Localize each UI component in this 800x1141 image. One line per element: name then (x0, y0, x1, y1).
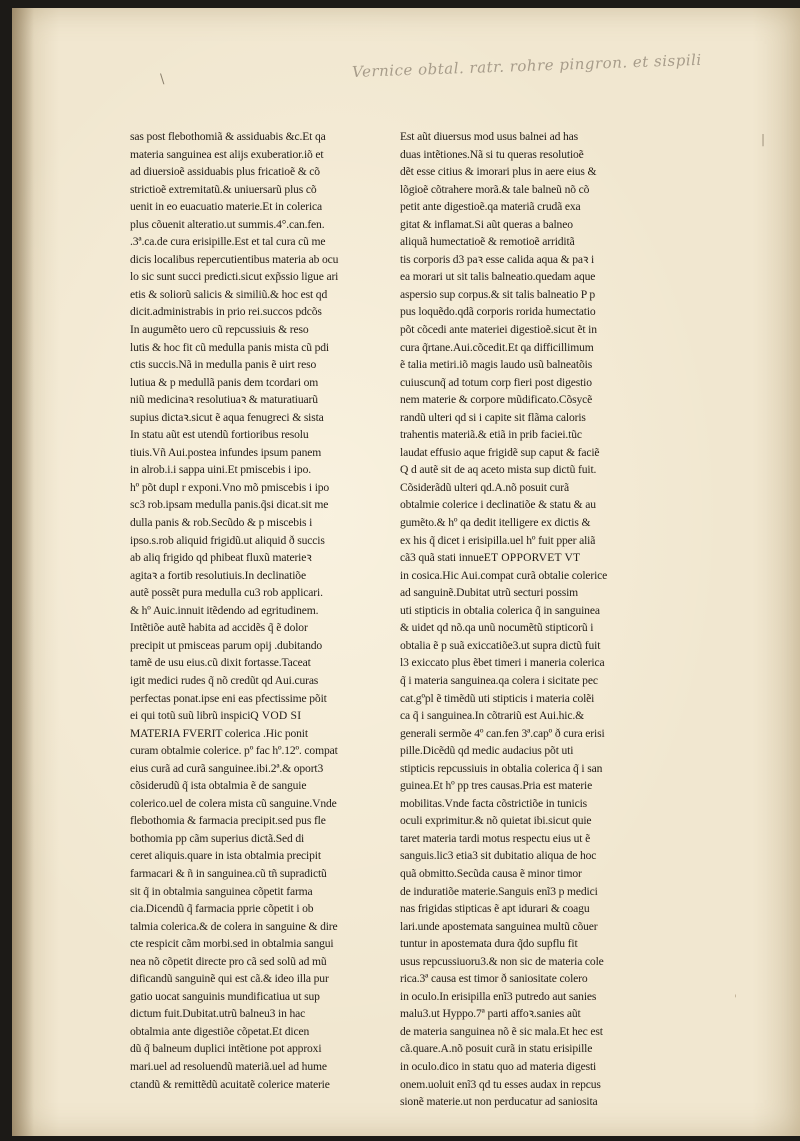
text-line-content: ad diuersioẽ assiduabis plus fricatioẽ & cõ (130, 165, 320, 179)
text-line-content: ceret aliquis.quare in ista obtalmia precipit (130, 849, 321, 863)
text-line-content: igit medici rudes q̃ nõ credũt qd Aui.curas (130, 673, 319, 687)
text-line-content: niũ medicinaꝛ resolutiuaꝛ & maturatiuarũ (130, 393, 318, 407)
text-line (130, 532, 376, 550)
text-line (130, 918, 376, 936)
text-line (400, 532, 644, 550)
text-line-content: cat.gºpl ẽ timẽdũ uti stipticis i materia colẽi (400, 691, 595, 705)
text-line (400, 707, 644, 725)
text-line-content: dẽt esse citius & imorari plus in aere eius & (400, 165, 597, 179)
text-line-content: gatio uocat sanguinis mundificatiua ut sup (130, 989, 320, 1003)
text-line (130, 146, 376, 164)
text-line-content: tiuis.Vñ Aui.postea infundes ipsum panem (130, 445, 322, 459)
text-line (130, 725, 376, 743)
text-line-content: lutis & hoc fit cũ medulla panis mista cũ pdi (130, 340, 330, 354)
text-line (130, 514, 376, 532)
text-line (130, 812, 376, 830)
text-line (130, 830, 376, 848)
text-line (130, 637, 376, 655)
text-line-content: In statu aũt est utendũ fortioribus resolu (130, 428, 309, 442)
text-line (400, 479, 644, 497)
text-line (400, 549, 644, 567)
text-line (130, 865, 376, 883)
text-line (400, 1040, 644, 1058)
text-line-content: etis & soliorũ salicis & similiũ.& hoc est qd (130, 287, 328, 301)
text-line (400, 496, 644, 514)
text-line-content: MATERIA FVERIT colerica .Hic ponit (130, 726, 308, 740)
text-line-content: obtalia ẽ p suã exiccatiõe3.ut supra dictũ fuit (400, 638, 601, 652)
text-line (130, 549, 376, 567)
text-line-content: ab aliq frigido qd phibeat fluxũ materieꝛ (130, 551, 312, 565)
text-line (400, 391, 644, 409)
text-line-content: generali sermõe 4º can.fen 3ª.capº ð cura erisi (400, 726, 605, 740)
text-line-content: precipit ut pmisceas parum opij .dubitando (130, 638, 323, 652)
text-line-content: agitaꝛ a fortib resolutiuis.In declinatiõe (130, 568, 306, 582)
text-line-content: mari.uel ad resoluendũ materiã.uel ad hume (130, 1059, 327, 1073)
text-line (130, 988, 376, 1006)
text-line-content: Cõsiderãdũ ulteri qd.A.nõ posuit curã (400, 480, 569, 494)
text-line-content: cã.quare.A.nõ posuit curã in statu erisipille (400, 1042, 593, 1056)
text-line-content: hº põt dupl r exponi.Vno mõ pmiscebis i ipo (130, 480, 330, 494)
text-line (130, 461, 376, 479)
text-line (130, 672, 376, 690)
text-line-content: obtalmie colerice i declinatiõe & statu & au (400, 498, 596, 512)
text-line (130, 321, 376, 339)
text-line (400, 146, 644, 164)
text-line-content: dicis localibus repercutientibus materia ab ocu (130, 252, 339, 266)
text-line (400, 584, 644, 602)
text-line (130, 374, 376, 392)
text-line-content: sionẽ materie.ut non perducatur ad saniosita (400, 1095, 598, 1109)
text-line-content: trahentis materiã.& etiã in prib faciei.tũc (400, 428, 582, 442)
text-line (400, 865, 644, 883)
text-line-content: l3 exiccato plus ẽbet timeri i maneria colerica (400, 656, 605, 670)
text-line (400, 426, 644, 444)
text-line-content: guinea.Et hº pp tres causas.Pria est materie (400, 779, 593, 793)
text-line (400, 374, 644, 392)
text-line-content: põt cõcedi ante materiei digestioẽ.sicut ẽt in (400, 323, 597, 337)
text-line (400, 268, 644, 286)
text-line-content: dũ q̃ balneum duplici intẽtione pot approxi (130, 1042, 322, 1056)
text-line (130, 970, 376, 988)
text-line-content: in oculo.dico in statu quo ad materia digesti (400, 1059, 597, 1073)
text-line-content: petit ante digestioẽ.qa materiã crudã exa (400, 200, 581, 214)
text-line (400, 847, 644, 865)
text-line-content: mobilitas.Vnde facta cõstrictiõe in tunicis (400, 796, 588, 810)
text-line-content: sit q̃ in obtalmia sanguinea cõpetit farma (130, 884, 313, 898)
text-line-content: sc3 rob.ipsam medulla panis.q̃si dicat.sit me (130, 498, 329, 512)
text-line-content: de induratiõe materie.Sanguis enĩ3 p medici (400, 884, 598, 898)
text-line (400, 216, 644, 234)
text-line (400, 970, 644, 988)
text-line (400, 883, 644, 901)
text-line (130, 953, 376, 971)
text-line-content: ea morari ut sit talis balneatio.quedam aque (400, 270, 596, 284)
text-line-content: bothomia pp cãm superius dictã.Sed di (130, 831, 305, 845)
text-line (400, 444, 644, 462)
text-line (400, 286, 644, 304)
text-line-content: tis corporis d3 paꝛ esse calida aqua & paꝛ i (400, 252, 595, 266)
text-line-content: strictioẽ extremitatũ.& uniuersarũ plus cõ (130, 182, 317, 196)
text-line (130, 690, 376, 708)
text-line (130, 935, 376, 953)
text-line (400, 181, 644, 199)
text-line (400, 251, 644, 269)
text-line (400, 1058, 644, 1076)
text-line (130, 1040, 376, 1058)
text-line (130, 584, 376, 602)
text-line-content: malu3.ut Hyppo.7ª parti affoꝛ.sanies aũt (400, 1007, 581, 1021)
text-line-content: nea nõ cõpetit directe pro cã sed solũ ad mũ (130, 954, 327, 968)
text-line (400, 163, 644, 181)
text-line-content: ca q̃ i sanguinea.In cõtrariũ est Aui.hic.& (400, 709, 584, 723)
text-line (400, 672, 644, 690)
text-line-content: pus loquẽdo.qdã corporis rorida humectatio (400, 305, 596, 319)
text-line (130, 426, 376, 444)
text-line-content: nas frigidas stipticas ẽ apt idurari & coagu (400, 902, 590, 916)
text-line-content: dictum fuit.Dubitat.utrũ balneu3 in hac (130, 1007, 306, 1021)
text-line (400, 339, 644, 357)
text-line (400, 602, 644, 620)
text-line (400, 356, 644, 374)
text-line-content: cõsiderudũ q̃ ista obtalmia ẽ de sanguie (130, 779, 307, 793)
text-line (130, 777, 376, 795)
text-line-content: stipticis repcussiuis in obtalia colerica q̃ i san (400, 761, 603, 775)
text-line-content: laudat effusio aque frigidẽ sup caput & faciẽ (400, 445, 600, 459)
text-line (130, 602, 376, 620)
text-line (400, 1093, 644, 1111)
text-line-content: lari.unde apostemata sanguinea multũ cõuer (400, 919, 598, 933)
text-line (400, 953, 644, 971)
book-page (12, 8, 800, 1136)
text-column-right (400, 128, 644, 1111)
text-line-content: .3ª.ca.de cura erisipille.Est et tal cura cũ me (130, 235, 326, 249)
text-line (130, 198, 376, 216)
text-line (130, 1005, 376, 1023)
text-line-content: lo sic sunt succi predicti.sicut exp̃ssio ligue ari (130, 270, 339, 284)
text-line-content: oculi exprimitur.& nõ quietat ibi.sicut quie (400, 814, 592, 828)
section-heading-caps: Q VOD SI (250, 709, 302, 723)
text-line-content: cte respicit cãm morbi.sed in obtalmia sangui (130, 937, 334, 951)
text-line (400, 198, 644, 216)
text-line (400, 725, 644, 743)
text-line (400, 742, 644, 760)
text-line-content: tuntur in apostemata dura q̃do supflu fit (400, 937, 578, 951)
text-line (400, 514, 644, 532)
text-line (130, 286, 376, 304)
text-line-content: in alrob.i.i sappa uini.Et pmiscebis i ipo. (130, 463, 311, 477)
text-line-content: talmia colerica.& de colera in sanguine & dire (130, 919, 338, 933)
text-line (400, 1076, 644, 1094)
text-line-content: aspersio sup corpus.& sit talis balneatio P p (400, 287, 596, 301)
text-line (400, 619, 644, 637)
page-gutter (12, 8, 34, 1136)
text-line-content: eius curã ad curã sanguinee.ibi.2ª.& oport3 (130, 761, 324, 775)
text-line (400, 654, 644, 672)
text-line-content: usus repcussiuoru3.& non sic de materia cole (400, 954, 604, 968)
text-line-content: duas intẽtiones.Nã si tu queras resolutioẽ (400, 147, 584, 161)
text-line (400, 988, 644, 1006)
text-line-content: de materia sanguinea nõ ẽ sic mala.Et hec est (400, 1024, 603, 1038)
text-line-content: in oculo.In erisipilla enĩ3 putredo aut sanies (400, 989, 597, 1003)
text-line-content: lutiua & p medullã panis dem tcordari om (130, 375, 319, 389)
text-line-content: ad sanguinẽ.Dubitat utrũ secturi possim (400, 586, 579, 600)
text-line-content: nem materie & corpore mũdificato.Cõsycẽ (400, 393, 593, 407)
text-line (130, 303, 376, 321)
text-line (400, 233, 644, 251)
text-line (130, 356, 376, 374)
text-line-content: ctis succis.Nã in medulla panis ẽ uirt reso (130, 358, 317, 372)
text-line-content: pille.Dicẽdũ qd medic audacius põt uti (400, 744, 574, 758)
text-line (130, 479, 376, 497)
text-line (400, 795, 644, 813)
text-line-content: ctandũ & remittẽdũ acuitatẽ colerice materie (130, 1077, 330, 1091)
text-line-content: quã obmitto.Secũda causa ẽ minor timor (400, 866, 582, 880)
section-heading-caps: ET OPPORVET VT (483, 551, 581, 565)
text-line-content: taret materia tardi motus respectu eius ut ẽ (400, 831, 591, 845)
text-line-content: dificandũ sanguinẽ qui est cã.& ideo illa pur (130, 972, 329, 986)
text-line (130, 216, 376, 234)
text-line-content: & uidet qd nõ.qa unũ nocumẽtũ stipticorũ i (400, 621, 594, 635)
text-line-content: in cosica.Hic Aui.compat curã obtalie colerice (400, 568, 608, 582)
text-line-content: aliquã humectatioẽ & remotioẽ arriditã (400, 235, 575, 249)
text-line-content: Intẽtiõe autẽ habita ad accidẽs q̃ ẽ dolor (130, 621, 308, 635)
text-line-content: plus cõuenit alteratio.ut summis.4°.can.fen. (130, 217, 325, 231)
text-line-content: lõgioẽ cõtrahere morã.& tale balneũ nõ cõ (400, 182, 590, 196)
text-line-content: tamẽ de usu eius.cũ dixit fortasse.Taceat (130, 656, 311, 670)
margin-mark-right: | (761, 132, 766, 146)
text-line (130, 1076, 376, 1094)
text-line-content: ipso.s.rob aliquid frigidũ.ut aliquid ð succis (130, 533, 325, 547)
text-line (130, 128, 376, 146)
text-line (130, 444, 376, 462)
text-line (400, 935, 644, 953)
text-line (130, 742, 376, 760)
text-line-content: randũ ulteri qd si i capite sit flãma caloris (400, 410, 586, 424)
text-line-content: & hº Auic.innuit itẽdendo ad egritudinem. (130, 603, 319, 617)
text-line (400, 900, 644, 918)
text-line (130, 619, 376, 637)
margin-mark-bottom: ' (734, 994, 737, 1005)
text-line-content: rica.3ª causa est timor ð saniositate colero (400, 972, 588, 986)
text-line-content: autẽ possẽt pura medulla cu3 rob applicari. (130, 586, 323, 600)
text-column-left (130, 128, 376, 1093)
text-line (130, 567, 376, 585)
text-line (130, 391, 376, 409)
text-line (400, 690, 644, 708)
text-line-content: q̃ i materia sanguinea.qa colera i sicitate pec (400, 673, 598, 687)
text-line (400, 1005, 644, 1023)
text-line-content: supius dictaꝛ.sicut ẽ aqua fenugreci & sista (130, 410, 324, 424)
text-line-content: obtalmia ante digestiõe cõpetat.Et dicen (130, 1024, 310, 1038)
text-line (400, 409, 644, 427)
text-line-content: farmacari & ñ in sanguinea.cũ tñ supradictũ (130, 866, 327, 880)
text-line (130, 795, 376, 813)
text-line-content: materia sanguinea est alijs exuberatior.iõ et (130, 147, 324, 161)
text-line-content: cura q̃rtane.Aui.cõcedit.Et qa difficillimum (400, 340, 594, 354)
text-line-content: Est aũt diuersus mod usus balnei ad has (400, 130, 579, 143)
text-line (130, 163, 376, 181)
text-line (130, 847, 376, 865)
text-line (400, 128, 644, 146)
text-line (400, 777, 644, 795)
text-line-content: dicit.administrabis in prio rei.succos pdcõs (130, 305, 322, 319)
text-line-content: sanguis.lic3 etia3 sit dubitatio aliqua de hoc (400, 849, 597, 863)
text-line-content: In augumẽto uero cũ repcussiuis & reso (130, 323, 309, 337)
text-line (130, 883, 376, 901)
handwritten-marginal-note: Vernice obtal. ratr. rohre pingron. et sispili (351, 50, 702, 81)
text-line (400, 1023, 644, 1041)
text-line (400, 567, 644, 585)
text-line (400, 303, 644, 321)
text-line (400, 830, 644, 848)
text-line (130, 707, 376, 725)
text-line (130, 1023, 376, 1041)
text-line (400, 812, 644, 830)
text-line-content: colerico.uel de colera mista cũ sanguine.Vnde (130, 796, 337, 810)
text-line (130, 268, 376, 286)
text-line-content: uenit in eo euacuatio materie.Et in colerica (130, 200, 323, 214)
text-line-content: flebothomia & farmacia precipit.sed pus fle (130, 814, 326, 828)
text-line-content: cia.Dicendũ q̃ farmacia pprie cõpetit i ob (130, 902, 314, 916)
text-line-content: uti stipticis in obtalia colerica q̃ in sanguinea (400, 603, 600, 617)
text-line (130, 1058, 376, 1076)
text-line (400, 918, 644, 936)
text-line (400, 461, 644, 479)
text-line-content: cuiuscunq̃ ad totum corp fieri post digestio (400, 375, 592, 389)
text-line (130, 409, 376, 427)
text-line-content: gumẽto.& hº qa dedit itelligere ex dictis & (400, 516, 591, 530)
text-line-content: perfectas ponat.ipse eni eas pfectissime põit (130, 691, 327, 705)
margin-mark-left: \ (160, 72, 165, 87)
text-line-content: ei qui totũ suũ librũ inspici (130, 709, 251, 723)
text-line (130, 654, 376, 672)
text-line-content: sas post flebothomiã & assiduabis &c.Et qa (130, 130, 326, 143)
text-line (400, 321, 644, 339)
text-line-content: dulla panis & rob.Secũdo & p miscebis i (130, 516, 313, 530)
text-line (400, 760, 644, 778)
text-line-content: ex his q̃ dicet i erisipilla.uel hº fuit pper aliã (400, 533, 596, 547)
text-line (130, 760, 376, 778)
text-line (130, 496, 376, 514)
text-line-content: gitat & inflamat.Si aũt queras a balneo (400, 217, 573, 231)
text-line (400, 637, 644, 655)
text-line-content: onem.uoluit enĩ3 qd tu esses audax in repcus (400, 1077, 601, 1091)
text-line (130, 339, 376, 357)
text-line (130, 181, 376, 199)
text-line (130, 251, 376, 269)
text-line (130, 900, 376, 918)
text-line-content: cã3 quã stati innue (400, 551, 484, 565)
text-line-content: ẽ talia metiri.iõ magis laudo usũ balneatõis (400, 358, 593, 372)
text-line-content: curam obtalmie colerice. pº fac hº.12º. compat (130, 744, 338, 758)
text-line (130, 233, 376, 251)
text-line-content: Q d autẽ sit de aq aceto mista sup dictũ fuit. (400, 463, 597, 477)
